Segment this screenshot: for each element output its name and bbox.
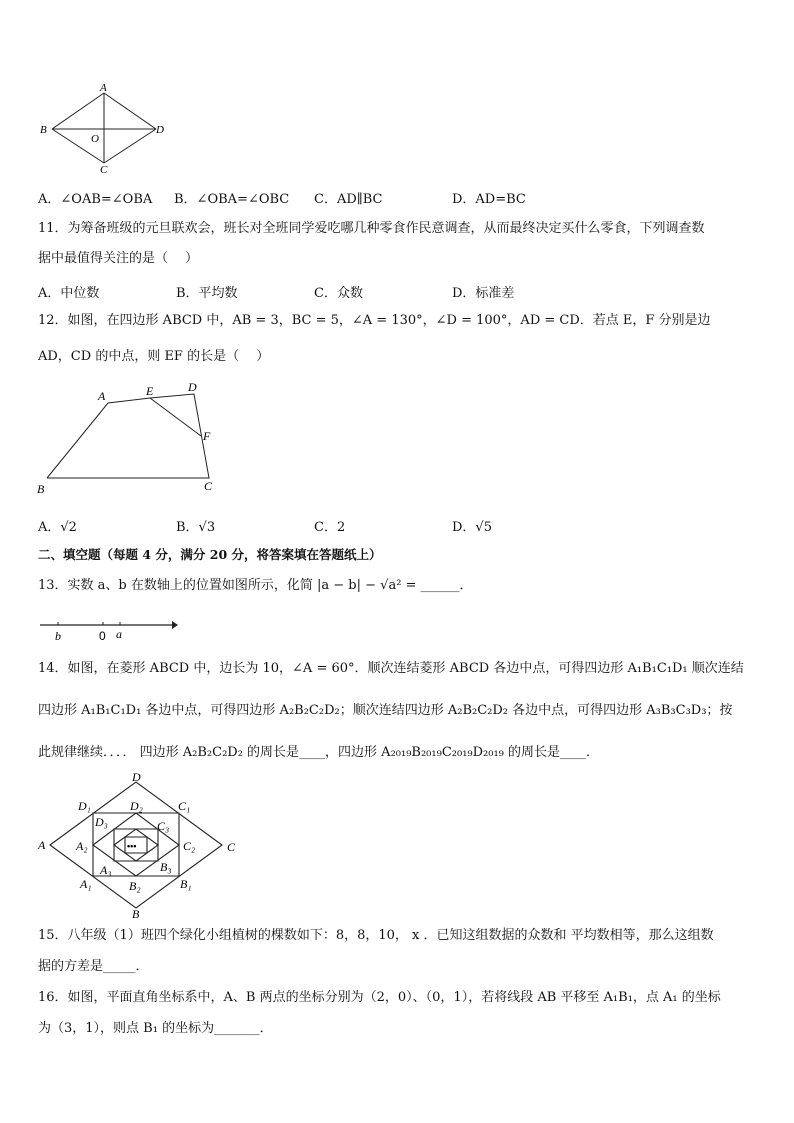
- q11-option-a[interactable]: A．中位数: [38, 286, 100, 301]
- q12-label-d: D: [188, 380, 197, 394]
- q14-label-d3: D₃: [95, 815, 108, 829]
- q14-label-d: D: [132, 770, 141, 784]
- q14-label-b: B: [132, 907, 140, 918]
- q12-quadrilateral-figure: [34, 378, 224, 498]
- q14-line-1: 14．如图，在菱形 ABCD 中，边长为 10，∠A = 60°．顺次连结菱形 ABCD 各边中点，可得四边形 A₁B₁C₁D₁ 顺次连结: [38, 661, 744, 676]
- q14-label-b2: B₂: [129, 879, 141, 893]
- q13-number-line: [36, 614, 181, 644]
- q14-label-dots: •••: [127, 841, 137, 851]
- q14-line-2: 四边形 A₁B₁C₁D₁ 各边中点，可得四边形 A₂B₂C₂D₂；顺次连结四边形 A₂B₂C₂D₂ 各边中点，可得四边形 A₃B₃C₃D₃；按: [38, 703, 733, 718]
- q14-label-c3: C₃: [157, 819, 170, 833]
- q12-option-c[interactable]: C．2: [314, 520, 346, 535]
- q12-option-d[interactable]: D．√5: [452, 520, 492, 535]
- q14-label-a1: A₁: [80, 877, 92, 891]
- q14-label-c2: C₂: [183, 839, 196, 853]
- q14-label-a: A: [38, 838, 46, 852]
- q14-label-a2: A₂: [76, 839, 88, 853]
- q14-label-d2: D₂: [130, 799, 143, 813]
- q12-label-f: F: [203, 429, 211, 443]
- q13-label-zero: 0: [99, 629, 106, 643]
- q12-option-b[interactable]: B．√3: [176, 520, 216, 535]
- q10-rhombus-figure: [36, 80, 176, 175]
- q12-label-a: A: [98, 389, 106, 403]
- q12-line-2: AD，CD 的中点，则 EF 的长是（ ）: [38, 349, 270, 364]
- q16-line-2: 为（3，1），则点 B₁ 的坐标为_______．: [38, 1021, 273, 1036]
- q14-label-a3: A₃: [100, 863, 112, 877]
- q11-option-d[interactable]: D．标准差: [452, 286, 515, 301]
- q12-option-a[interactable]: A．√2: [38, 520, 77, 535]
- q11-option-b[interactable]: B．平均数: [176, 286, 238, 301]
- q13-text: 13．实数 a、b 在数轴上的位置如图所示，化简 |a − b| − √a² = ______．: [38, 578, 473, 593]
- q12-line-1: 12．如图，在四边形 ABCD 中，AB = 3，BC = 5，∠A = 130°，∠D = 100°，AD = CD．若点 E，F 分别是边: [38, 313, 711, 328]
- q14-label-c: C: [227, 840, 236, 854]
- q10-label-a: A: [100, 82, 107, 94]
- q10-label-d: D: [156, 124, 164, 136]
- q14-label-c1: C₁: [178, 799, 191, 813]
- q14-label-b1: B₁: [180, 877, 192, 891]
- q10-option-d[interactable]: D．AD=BC: [452, 192, 526, 207]
- q14-nested-rhombus-figure: [36, 770, 251, 918]
- q10-option-a[interactable]: A．∠OAB=∠OBA: [38, 192, 153, 207]
- q11-option-c[interactable]: C．众数: [314, 286, 363, 301]
- q14-label-b3: B₃: [160, 860, 172, 874]
- q12-label-c: C: [204, 479, 213, 493]
- q10-option-b[interactable]: B．∠OBA=∠OBC: [174, 192, 290, 207]
- q15-line-1: 15．八年级（1）班四个绿化小组植树的棵数如下：8，8，10， x ．已知这组数据的众数和 平均数相等，那么这组数: [38, 928, 714, 943]
- q16-line-1: 16．如图，平面直角坐标系中，A、B 两点的坐标分别为（2，0）、（0，1），若将线段 AB 平移至 A₁B₁，点 A₁ 的坐标: [38, 990, 721, 1005]
- q12-label-e: E: [146, 384, 154, 398]
- q13-label-b: b: [55, 629, 61, 643]
- q12-label-b: B: [37, 482, 45, 496]
- q10-label-b: B: [40, 124, 47, 136]
- q14-label-d1: D₁: [78, 799, 91, 813]
- q11-line-2: 据中最值得关注的是（ ）: [38, 251, 199, 266]
- q15-line-2: 据的方差是_____．: [38, 959, 149, 974]
- q11-line-1: 11．为筹备班级的元旦联欢会，班长对全班同学爱吃哪几种零食作民意调查，从而最终决定买什么零食，下列调查数: [38, 221, 705, 236]
- q10-label-o: O: [91, 133, 99, 145]
- section-2-title: 二、填空题（每题 4 分，满分 20 分，将答案填在答题纸上）: [38, 547, 382, 562]
- q13-label-a: a: [116, 627, 122, 641]
- q10-option-c[interactable]: C．AD∥BC: [314, 192, 383, 207]
- q14-line-3: 此规律继续．．．． 四边形 A₂B₂C₂D₂ 的周长是____，四边形 A₂₀₁₉B₂₀₁₉C₂₀₁₉D₂₀₁₉ 的周长是____．: [38, 745, 600, 760]
- q10-label-c: C: [100, 164, 108, 175]
